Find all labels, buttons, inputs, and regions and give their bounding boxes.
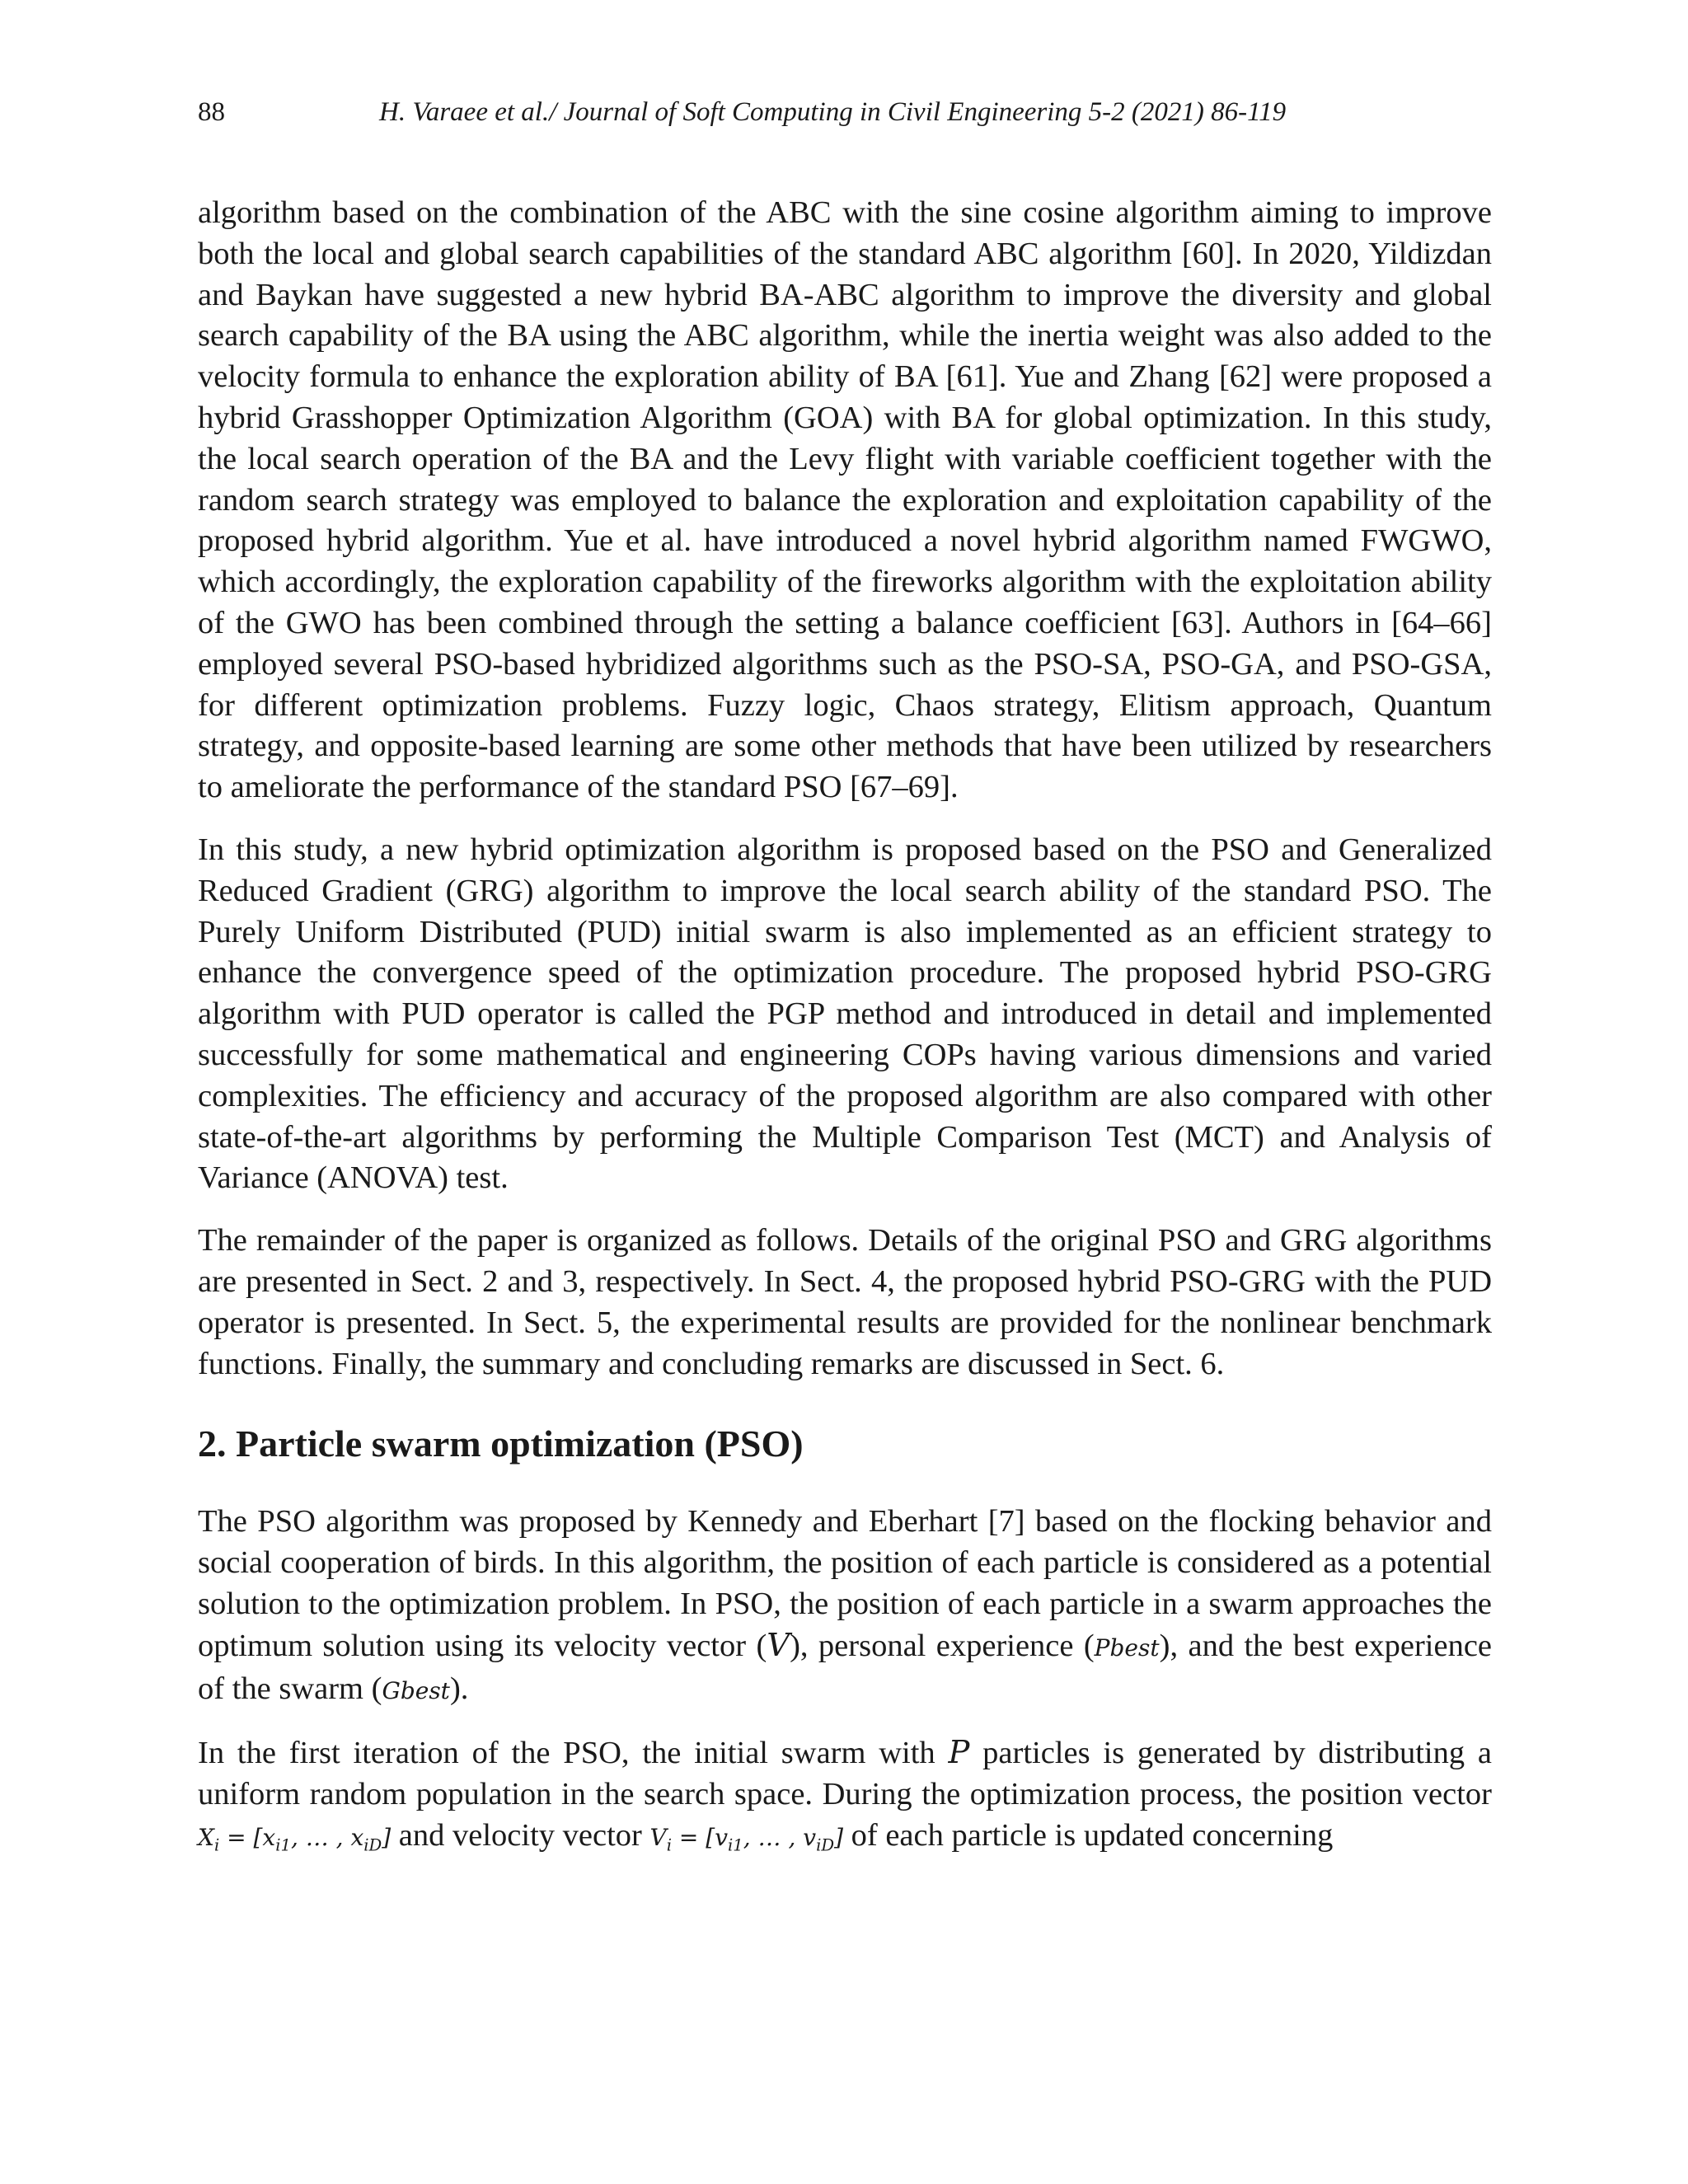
running-head: H. Varaee et al./ Journal of Soft Computing in Civil Engineering 5-2 (2021) 86-119 bbox=[379, 97, 1287, 127]
text-run: The PSO algorithm was proposed by Kennedy and Eberhart [7] based on the flocking behavior and social cooperation of birds. In this algorithm, the position of each particle is considered as a potential solution to the optimization problem. In PSO, the position of each particle in a swarm approaches the optimum solution using its velocity vector ( bbox=[198, 1504, 1492, 1663]
paragraph-pso-iteration bbox=[198, 1732, 1492, 1858]
page-header bbox=[0, 97, 1688, 138]
page-number: 88 bbox=[198, 97, 225, 127]
text-run: and velocity vector bbox=[391, 1817, 650, 1853]
text-run: particles is generated by distributing a uniform random population in the search space. During the optimization process, the position vector bbox=[198, 1736, 1492, 1812]
text-run: of each particle is updated concerning bbox=[843, 1817, 1334, 1853]
text-run: ). bbox=[449, 1671, 469, 1706]
text-run: ), and the best experience of the swarm ( bbox=[198, 1628, 1492, 1706]
paragraph-proposed-method: In this study, a new hybrid optimization algorithm is proposed based on the PSO and Generalized Reduced Gradient (GRG) algorithm to improve the local search ability of the standard PSO. The Purely Uniform Distributed (PUD) initial swarm is also implemented as an efficient strategy to enhance the convergence speed of the optimization procedure. The proposed hybrid PSO-GRG algorithm with PUD operator is called the PGP method and introduced in detail and implemented successfully for some mathematical and engineering COPs having various dimensions and varied complexities. The efficiency and accuracy of the proposed algorithm are also compared with other state-of-the-art algorithms by performing the Multiple Comparison Test (MCT) and Analysis of Variance (ANOVA) test. bbox=[198, 832, 1492, 1196]
paragraph-paper-organization: The remainder of the paper is organized as follows. Details of the original PSO and GRG algorithms are presented in Sect. 2 and 3, respectively. In Sect. 4, the proposed hybrid PSO-GRG with the PUD operator is presented. In Sect. 5, the experimental results are provided for the nonlinear benchmark functions. Finally, the summary and concluding remarks are discussed in Sect. 6. bbox=[198, 1223, 1492, 1381]
text-run: ), personal experience ( bbox=[790, 1628, 1095, 1663]
math-velocity-vector: $V_i = [v_{i1}$, … , $v_{iD}$] bbox=[649, 1823, 844, 1855]
paragraph-hybrid-review: algorithm based on the combination of the ABC with the sine cosine algorithm aiming to improve both the local and global search capabilities of the standard ABC algorithm [60]. In 2020, Yildizdan and Baykan have suggested a new hybrid BA-ABC algorithm to improve the diversity and global search capability of the BA using the ABC algorithm, while the inertia weight was also added to the velocity formula to enhance the exploration ability of BA [61]. Yue and Zhang [62] were proposed a hybrid Grasshopper Optimization Algorithm (GOA) with BA for global optimization. In this study, the local search operation of the BA and the Levy flight with variable coefficient together with the random search strategy was employed to balance the exploration and exploitation capability of the proposed hybrid algorithm. Yue et al. have introduced a novel hybrid algorithm named FWGWO, which accordingly, the exploration capability of the fireworks algorithm with the exploitation ability of the GWO has been combined through the setting a balance coefficient [63]. Authors in [64–66] employed several PSO-based hybridized algorithms such as the PSO-SA, PSO-GA, and PSO-GSA, for different optimization problems. Fuzzy logic, Chaos strategy, Elitism approach, Quantum strategy, and opposite-based learning are some other methods that have been utilized by researchers to ameliorate the performance of the standard PSO [67–69]. bbox=[198, 195, 1492, 805]
text-run: In the first iteration of the PSO, the initial swarm with bbox=[198, 1736, 949, 1771]
math-velocity-symbol: V bbox=[767, 1626, 790, 1664]
article-body bbox=[198, 193, 1492, 1880]
math-pbest-symbol: Pbest bbox=[1094, 1633, 1160, 1661]
math-position-vector: $X_i = [x_{i1}$, … , $x_{iD}$] bbox=[198, 1823, 392, 1855]
section-heading: 2. Particle swarm optimization (PSO) bbox=[198, 1422, 804, 1465]
math-gbest-symbol: Gbest bbox=[382, 1676, 450, 1704]
paragraph-pso-intro bbox=[198, 1502, 1492, 1711]
math-particle-count-symbol: P bbox=[948, 1734, 970, 1772]
